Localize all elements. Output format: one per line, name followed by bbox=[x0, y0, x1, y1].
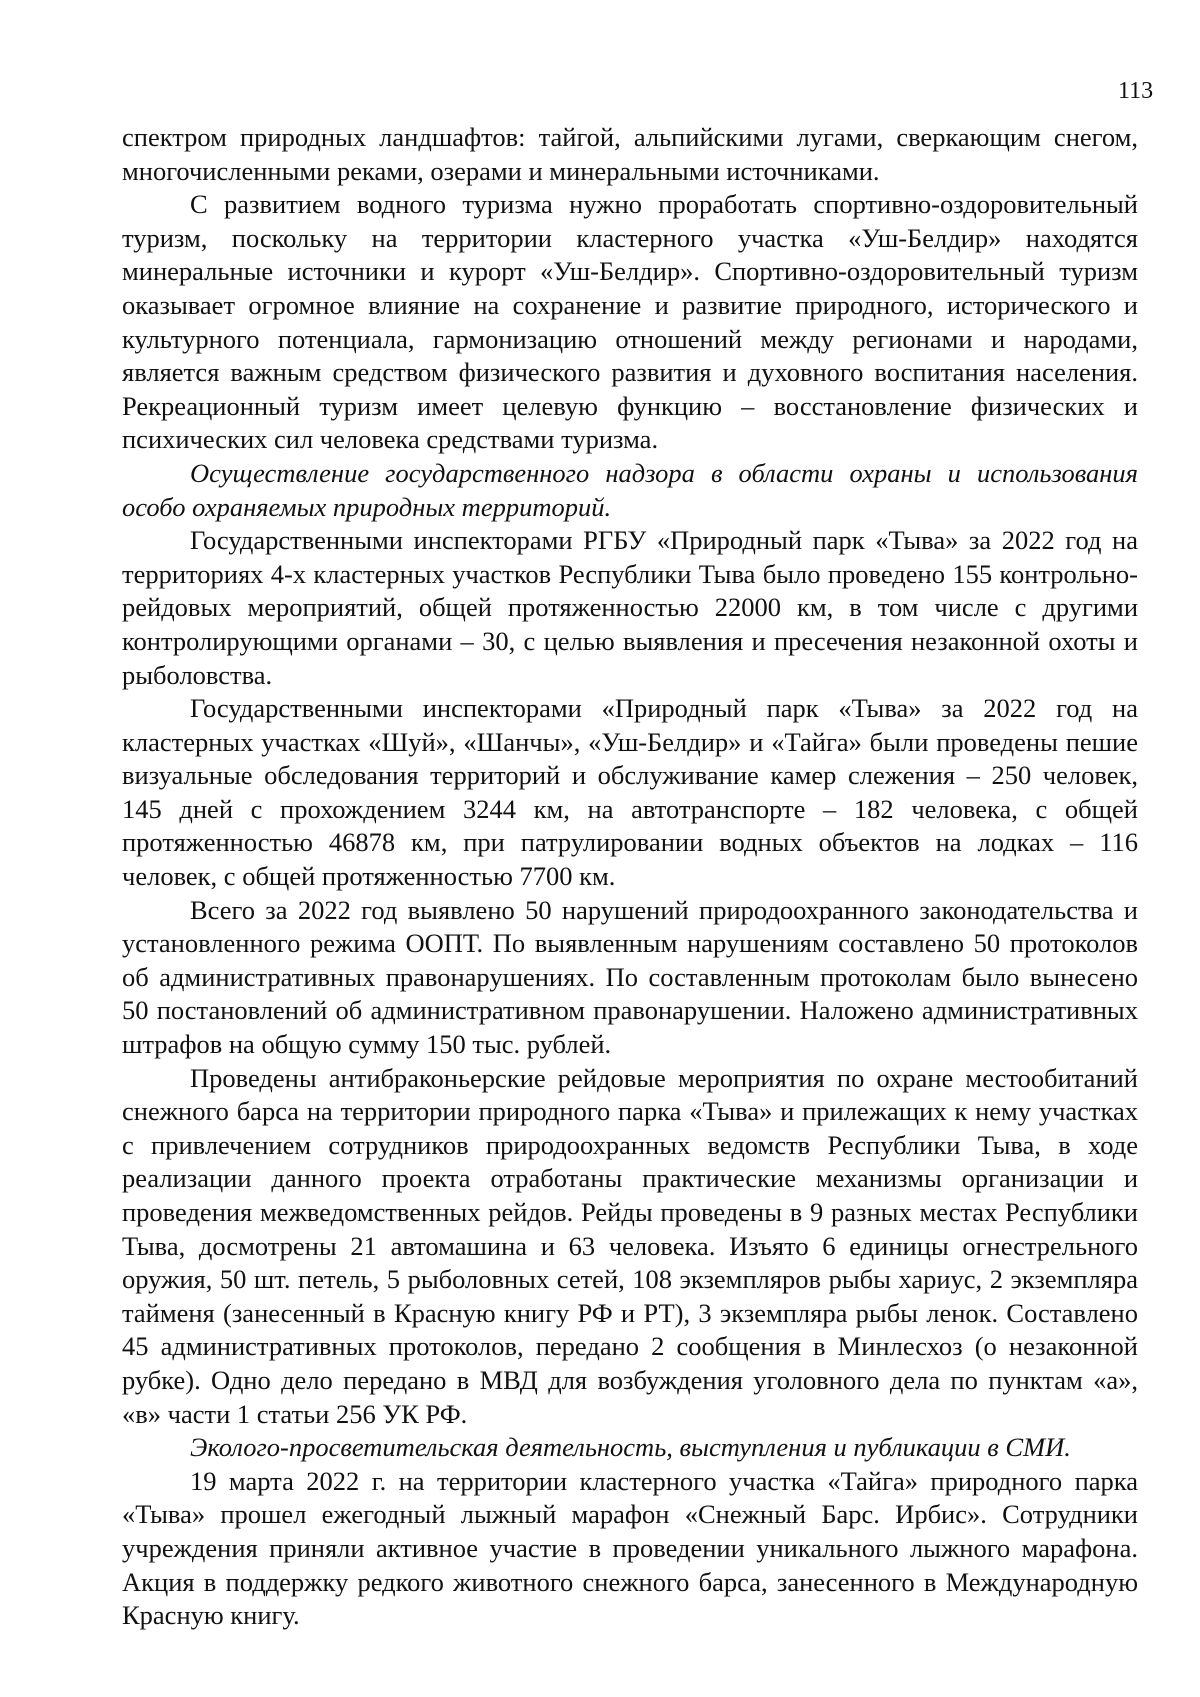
paragraph-sports-tourism: С развитием водного туризма нужно проработать спортивно-оздоровительный туризм, поскольку на территории кластерного участка «Уш-Белдир» находятся минеральные источники и курорт «Уш-Белдир». Спортивно-оздоровительный туризм оказывает огромное влияние на сохранение и развитие природного, исторического и культурного потенциала, гармонизацию отношений между регионами и народами, является важным средством физического развития и духовного воспитания населения. Рекреационный туризм имеет целевую функцию – восстановление физических и психических сил человека средствами туризма. bbox=[122, 189, 1138, 455]
paragraph-raids: Государственными инспекторами РГБУ «Природный парк «Тыва» за 2022 год на территориях 4-х кластерных участков Республики Тыва было проведено 155 контрольно-рейдовых мероприятий, общей протяженностью 22000 км, в том числе с другими контролирующими органами – 30, с целью выявления и пресечения незаконной охоты и рыболовства. bbox=[122, 525, 1138, 690]
paragraph-anti-poaching: Проведены антибраконьерские рейдовые мероприятия по охране местообитаний снежного барса на территории природного парка «Тыва» и прилежащих к нему участках с привлечением сотрудников природоохранных ведомств Республики Тыва, в ходе реализации данного проекта отработаны практические механизмы организации и проведения межведомственных рейдов. Рейды проведены в 9 разных местах Республики Тыва, досмотрены 21 автомашина и 63 человека. Изъято 6 единицы огнестрельного оружия, 50 шт. петель, 5 рыболовных сетей, 108 экземпляров рыбы хариус, 2 экземпляра тайменя (занесенный в Красную книгу РФ и РТ), 3 экземпляра рыбы ленок. Составлено 45 административных протоколов, передано 2 сообщения в Минлесхоз (о незаконной рубке). Одно дело передано в МВД для возбуждения уголовного дела по пунктам «а», «в» части 1 статьи 256 УК РФ. bbox=[122, 1062, 1138, 1429]
paragraph-inspections: Государственными инспекторами «Природный парк «Тыва» за 2022 год на кластерных участках «Шуй», «Шанчы», «Уш-Белдир» и «Тайга» были проведены пешие визуальные обследования территорий и обслуживание камер слежения – 250 человек, 145 дней с прохождением 3244 км, на автотранспорте – 182 человека, с общей протяженностью 46878 км, при патрулировании водных объектов на лодках – 116 человек, с общей протяженностью 7700 км. bbox=[122, 693, 1138, 892]
paragraph-continuation: спектром природных ландшафтов: тайгой, альпийскими лугами, сверкающим снегом, многочисленными реками, озерами и минеральными источниками. bbox=[122, 122, 1138, 186]
paragraph-violations: Всего за 2022 год выявлено 50 нарушений природоохранного законодательства и установленного режима ООПТ. По выявленным нарушениям составлено 50 протоколов об административных правонарушениях. По составленным протоколам было вынесено 50 постановлений об административном правонарушении. Наложено административных штрафов на общую сумму 150 тыс. рублей. bbox=[122, 894, 1138, 1060]
paragraph-ski-marathon: 19 марта 2022 г. на территории кластерного участка «Тайга» природного парка «Тыва» прошел ежегодный лыжный марафон «Снежный Барс. Ирбис». Сотрудники учреждения приняли активное участие в проведении уникального лыжного марафона. Акция в поддержку редкого животного снежного барса, занесенного в Международную Красную книгу. bbox=[122, 1465, 1138, 1631]
section-heading-education: Эколого-просветительская деятельность, выступления и публикации в СМИ. bbox=[190, 1432, 1071, 1463]
page-number: 113 bbox=[1118, 78, 1154, 104]
section-heading-state-supervision: Осуществление государственного надзора в области охраны и использования особо охраняемых природных территорий. bbox=[122, 457, 1138, 522]
document-body bbox=[122, 121, 1138, 1633]
